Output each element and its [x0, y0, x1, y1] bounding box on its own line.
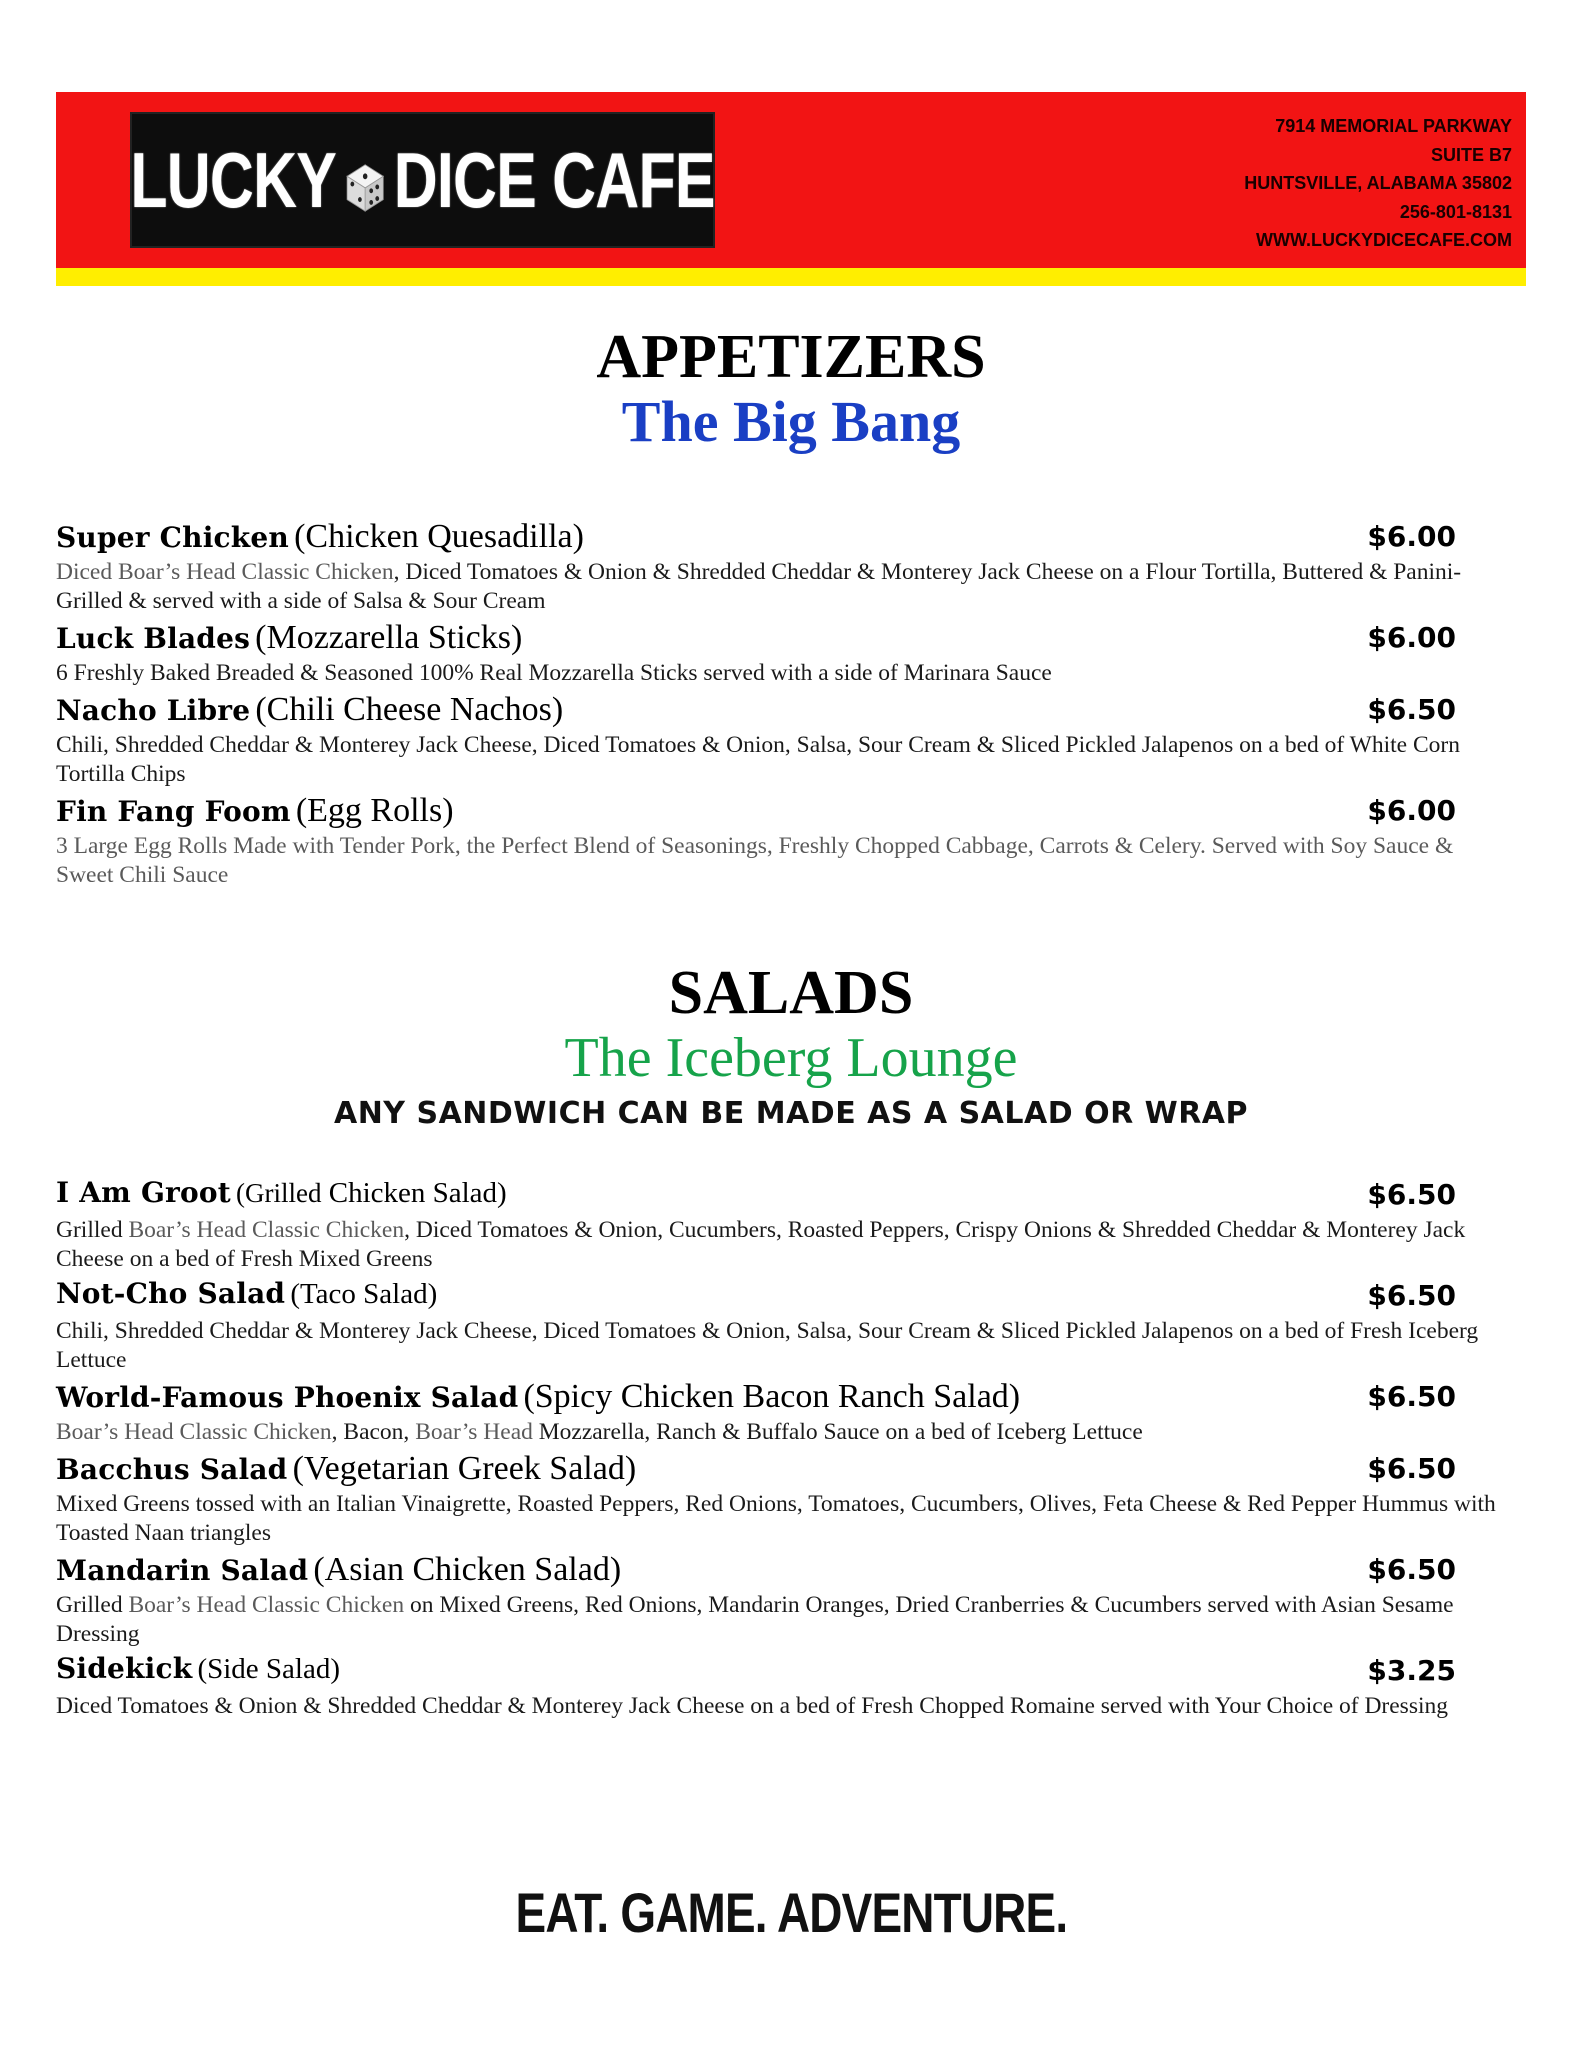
item-subtitle: (Grilled Chicken Salad) — [236, 1177, 507, 1209]
item-price: $6.50 — [1367, 1178, 1456, 1211]
item-name: Mandarin Salad — [56, 1554, 309, 1587]
item-subtitle: (Asian Chicken Salad) — [313, 1551, 622, 1588]
menu-item — [56, 619, 1526, 688]
menu-item — [56, 1652, 1526, 1721]
menu-item — [56, 518, 1526, 616]
item-description: Boar’s Head Classic Chicken, Bacon, Boar’s Head Mozzarella, Ranch & Buffalo Sauce on a bed of Iceberg Lettuce — [56, 1419, 1143, 1445]
appetizers-list — [56, 518, 1526, 893]
item-subtitle: (Egg Rolls) — [295, 792, 454, 829]
item-description: Chili, Shredded Cheddar & Monterey Jack Cheese, Diced Tomatoes & Onion, Salsa, Sour Cream & Sliced Pickled Jalapenos on a bed of Fresh Iceberg Lettuce — [56, 1318, 1479, 1373]
address-suite: SUITE B7 — [1430, 144, 1512, 165]
item-price: $6.50 — [1367, 1553, 1456, 1586]
menu-item — [56, 1450, 1526, 1548]
menu-item — [56, 792, 1526, 890]
item-price: $6.50 — [1367, 1380, 1456, 1413]
item-name: Nacho Libre — [56, 694, 251, 727]
address-website[interactable]: WWW.LUCKYDICECAFE.COM — [1256, 230, 1512, 250]
menu-item — [56, 691, 1526, 789]
footer-tagline: EAT. GAME. ADVENTURE. — [515, 1881, 1067, 1944]
item-name: Fin Fang Foom — [56, 795, 291, 828]
header-stripe — [56, 268, 1526, 286]
salads-subtitle: The Iceberg Lounge — [564, 1027, 1018, 1089]
item-description: Mixed Greens tossed with an Italian Vinaigrette, Roasted Peppers, Red Onions, Tomatoes, Cucumbers, Olives, Feta Cheese & Red Pepper Hummus with Toasted Naan triangles — [56, 1491, 1496, 1546]
item-subtitle: (Side Salad) — [197, 1653, 340, 1685]
salads-note: ANY SANDWICH CAN BE MADE AS A SALAD OR WRAP — [333, 1096, 1249, 1131]
menu-item — [56, 1176, 1526, 1274]
item-subtitle: (Mozzarella Sticks) — [255, 619, 523, 656]
item-description: Grilled Boar’s Head Classic Chicken on Mixed Greens, Red Onions, Mandarin Oranges, Dried Cranberries & Cucumbers served with Asian Sesame Dressing — [56, 1592, 1454, 1647]
item-price: $6.00 — [1367, 794, 1456, 827]
logo-word-dice-cafe: DICE CAFE — [393, 135, 715, 224]
item-price: $6.00 — [1367, 520, 1456, 553]
item-name: Luck Blades — [56, 622, 251, 655]
item-subtitle: (Taco Salad) — [290, 1278, 438, 1310]
item-subtitle: (Vegetarian Greek Salad) — [292, 1450, 637, 1487]
item-price: $6.00 — [1367, 621, 1456, 654]
address-city: HUNTSVILLE, ALABAMA 35802 — [1244, 173, 1512, 193]
item-name: World-Famous Phoenix Salad — [56, 1381, 519, 1414]
item-description: Grilled Boar’s Head Classic Chicken, Diced Tomatoes & Onion, Cucumbers, Roasted Peppers, Crispy Onions & Shredded Cheddar & Monterey Jack Cheese on a bed of Fresh Mixed Greens — [56, 1217, 1466, 1272]
item-name: Bacchus Salad — [56, 1453, 288, 1486]
item-name: Not-Cho Salad — [56, 1277, 286, 1310]
menu-item — [56, 1551, 1526, 1649]
menu-item — [56, 1277, 1526, 1375]
item-description: Chili, Shredded Cheddar & Monterey Jack Cheese, Diced Tomatoes & Onion, Salsa, Sour Cream & Sliced Pickled Jalapenos on a bed of White Corn Tortilla Chips — [56, 732, 1460, 787]
item-name: Sidekick — [56, 1652, 193, 1685]
appetizers-subtitle: The Big Bang — [621, 389, 961, 454]
item-subtitle: (Chili Cheese Nachos) — [255, 691, 564, 728]
item-description: Diced Tomatoes & Onion & Shredded Cheddar & Monterey Jack Cheese on a bed of Fresh Chopped Romaine served with Your Choice of Dressing — [56, 1693, 1448, 1719]
logo-word-lucky: LUCKY — [130, 135, 337, 224]
item-subtitle: (Chicken Quesadilla) — [294, 518, 584, 555]
menu-item — [56, 1378, 1526, 1447]
address-street: 7914 MEMORIAL PARKWAY — [1275, 116, 1512, 136]
item-subtitle: (Spicy Chicken Bacon Ranch Salad) — [523, 1378, 1021, 1415]
salads-list — [56, 1176, 1526, 1724]
salads-title: SALADS — [668, 959, 914, 1027]
dice-icon — [342, 157, 387, 215]
appetizers-title: APPETIZERS — [596, 323, 986, 391]
item-description: 3 Large Egg Rolls Made with Tender Pork, the Perfect Blend of Seasonings, Freshly Chopped Cabbage, Carrots & Celery. Served with Soy Sauce & Sweet Chili Sauce — [56, 833, 1454, 888]
address-phone: 256-801-8131 — [1399, 201, 1512, 222]
cafe-address — [1244, 112, 1512, 255]
item-price: $6.50 — [1367, 1279, 1456, 1312]
item-description: 6 Freshly Baked Breaded & Seasoned 100% Real Mozzarella Sticks served with a side of Marinara Sauce — [56, 660, 1052, 686]
cafe-logo — [130, 112, 715, 248]
item-name: I Am Groot — [56, 1176, 231, 1209]
item-description: Diced Boar’s Head Classic Chicken, Diced Tomatoes & Onion & Shredded Cheddar & Monterey Jack Cheese on a Flour Tortilla, Buttered & Panini-Grilled & served with a side of Salsa & Sour Cream — [56, 559, 1462, 614]
item-price: $6.50 — [1367, 693, 1456, 726]
item-name: Super Chicken — [56, 521, 289, 554]
item-price: $3.25 — [1367, 1654, 1456, 1687]
item-price: $6.50 — [1367, 1452, 1456, 1485]
